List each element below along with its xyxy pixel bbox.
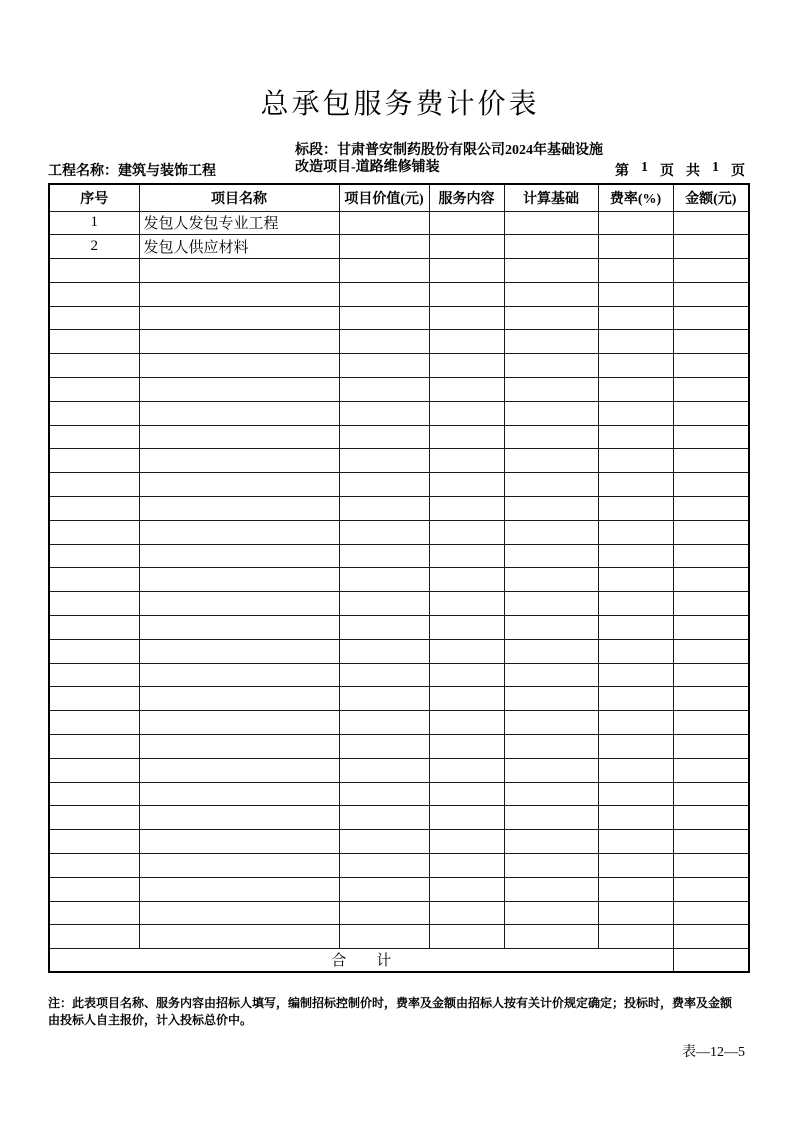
cell	[139, 568, 339, 592]
cell	[139, 735, 339, 759]
cell	[598, 449, 673, 473]
cell	[49, 663, 139, 687]
cell	[339, 782, 429, 806]
empty-row	[49, 425, 749, 449]
cell	[673, 758, 749, 782]
cell: 1	[49, 211, 139, 235]
cell	[339, 711, 429, 735]
cell	[139, 758, 339, 782]
cell	[49, 758, 139, 782]
cell	[49, 592, 139, 616]
cell	[49, 711, 139, 735]
cell	[598, 354, 673, 378]
cell	[429, 854, 504, 878]
cell	[49, 568, 139, 592]
cell	[139, 830, 339, 854]
cell	[339, 497, 429, 521]
cell	[139, 806, 339, 830]
cell	[504, 520, 598, 544]
cell	[339, 901, 429, 925]
cell	[339, 354, 429, 378]
cell	[429, 378, 504, 402]
cell	[339, 235, 429, 259]
cell	[339, 568, 429, 592]
cell	[139, 663, 339, 687]
cell	[429, 235, 504, 259]
data-row	[49, 235, 749, 259]
cell	[673, 901, 749, 925]
cell	[673, 639, 749, 663]
cell	[504, 687, 598, 711]
cell	[49, 925, 139, 949]
cell	[504, 758, 598, 782]
cell	[598, 592, 673, 616]
footnote-line2: 由投标人自主报价，计入投标总价中。	[48, 1012, 253, 1027]
cell	[429, 497, 504, 521]
header-cell: 项目价值(元)	[339, 184, 429, 211]
empty-row	[49, 449, 749, 473]
cell	[429, 259, 504, 283]
cell	[504, 354, 598, 378]
form-code: 表—12—5	[682, 1045, 745, 1060]
cell	[139, 544, 339, 568]
table-header-row	[49, 184, 749, 211]
cell	[504, 306, 598, 330]
cell	[504, 854, 598, 878]
cell	[673, 330, 749, 354]
cell	[598, 568, 673, 592]
cell	[49, 425, 139, 449]
cell	[504, 235, 598, 259]
cell	[429, 568, 504, 592]
header-info	[48, 142, 748, 182]
cell	[139, 401, 339, 425]
cell	[673, 401, 749, 425]
cell	[504, 449, 598, 473]
cell	[598, 306, 673, 330]
cell	[504, 378, 598, 402]
empty-row	[49, 854, 749, 878]
cell	[429, 616, 504, 640]
cell	[673, 544, 749, 568]
page-word-ye: 页	[660, 164, 674, 179]
cell	[673, 425, 749, 449]
cell	[429, 306, 504, 330]
cell	[339, 259, 429, 283]
cell	[49, 687, 139, 711]
empty-row	[49, 687, 749, 711]
cell	[598, 711, 673, 735]
cell	[429, 211, 504, 235]
cell	[429, 354, 504, 378]
cell	[673, 592, 749, 616]
footnote	[48, 995, 748, 1028]
cell	[139, 306, 339, 330]
cell	[339, 639, 429, 663]
cell	[673, 663, 749, 687]
cell	[673, 687, 749, 711]
empty-row	[49, 306, 749, 330]
cell	[504, 663, 598, 687]
cell	[504, 211, 598, 235]
cell	[504, 544, 598, 568]
page-number-current: 1	[641, 160, 648, 175]
cell	[139, 782, 339, 806]
cell	[429, 925, 504, 949]
total-amount-cell	[673, 949, 749, 972]
cell	[339, 616, 429, 640]
cell	[429, 282, 504, 306]
cell	[673, 378, 749, 402]
cell	[673, 259, 749, 283]
cell	[339, 544, 429, 568]
cell	[429, 711, 504, 735]
cell	[598, 782, 673, 806]
page-number-total: 1	[712, 160, 719, 175]
cell	[598, 378, 673, 402]
cell	[598, 473, 673, 497]
cell	[139, 449, 339, 473]
cell	[673, 877, 749, 901]
cell	[504, 616, 598, 640]
cell	[339, 687, 429, 711]
cell	[504, 877, 598, 901]
cell	[339, 806, 429, 830]
page-word-gong: 共	[686, 164, 700, 179]
cell	[504, 425, 598, 449]
cell	[598, 806, 673, 830]
header-cell: 服务内容	[429, 184, 504, 211]
cell	[598, 520, 673, 544]
cell	[673, 711, 749, 735]
cell	[504, 401, 598, 425]
empty-row	[49, 354, 749, 378]
cell	[139, 711, 339, 735]
cell	[673, 854, 749, 878]
cell	[339, 520, 429, 544]
cell	[339, 211, 429, 235]
section-name-part1: 甘肃普安制药股份有限公司2024年基础设施	[337, 143, 603, 158]
cell	[429, 592, 504, 616]
cell: 2	[49, 235, 139, 259]
empty-row	[49, 401, 749, 425]
cell	[673, 520, 749, 544]
cell	[598, 854, 673, 878]
cell	[339, 854, 429, 878]
cell	[139, 901, 339, 925]
cell	[139, 497, 339, 521]
cell	[49, 901, 139, 925]
cell	[49, 735, 139, 759]
empty-row	[49, 520, 749, 544]
cell	[598, 497, 673, 521]
cell	[339, 330, 429, 354]
cell	[139, 259, 339, 283]
cell	[598, 211, 673, 235]
cell	[139, 639, 339, 663]
cell	[429, 401, 504, 425]
total-label-cell: 合 计	[49, 949, 673, 972]
cell	[504, 592, 598, 616]
cell	[429, 758, 504, 782]
cell	[139, 330, 339, 354]
cell	[598, 544, 673, 568]
cell	[139, 592, 339, 616]
cell	[339, 663, 429, 687]
cell	[429, 735, 504, 759]
cell	[598, 616, 673, 640]
total-row	[49, 949, 749, 972]
cell	[139, 854, 339, 878]
cell	[673, 497, 749, 521]
cell	[598, 925, 673, 949]
empty-row	[49, 735, 749, 759]
cell	[49, 877, 139, 901]
section-label: 标段：	[295, 143, 337, 158]
cell: 发包人发包专业工程	[139, 211, 339, 235]
cell: 发包人供应材料	[139, 235, 339, 259]
cell	[504, 639, 598, 663]
cell	[339, 735, 429, 759]
section-line2: 改造项目-道路维修铺装	[295, 159, 440, 175]
cell	[598, 235, 673, 259]
cell	[49, 616, 139, 640]
cell	[429, 330, 504, 354]
cell	[49, 830, 139, 854]
cell	[49, 449, 139, 473]
empty-row	[49, 830, 749, 854]
cell	[673, 925, 749, 949]
cell	[339, 425, 429, 449]
empty-row	[49, 497, 749, 521]
cell	[49, 854, 139, 878]
cell	[429, 520, 504, 544]
page-title: 总承包服务费计价表	[260, 89, 540, 120]
empty-row	[49, 806, 749, 830]
cell	[49, 330, 139, 354]
cell	[673, 806, 749, 830]
cell	[598, 330, 673, 354]
section-line1	[295, 143, 635, 160]
cell	[139, 687, 339, 711]
cell	[598, 758, 673, 782]
empty-row	[49, 568, 749, 592]
empty-row	[49, 330, 749, 354]
cell	[429, 544, 504, 568]
cell	[673, 568, 749, 592]
cell	[673, 735, 749, 759]
cell	[598, 830, 673, 854]
cell	[673, 354, 749, 378]
cell	[504, 473, 598, 497]
cell	[598, 663, 673, 687]
cell	[139, 520, 339, 544]
cell	[49, 806, 139, 830]
cell	[504, 925, 598, 949]
empty-row	[49, 782, 749, 806]
page-indicator	[615, 160, 745, 180]
empty-row	[49, 282, 749, 306]
cell	[429, 806, 504, 830]
cell	[673, 235, 749, 259]
header-cell: 金额(元)	[673, 184, 749, 211]
cell	[598, 259, 673, 283]
cell	[598, 639, 673, 663]
cell	[49, 401, 139, 425]
cell	[49, 544, 139, 568]
cell	[673, 830, 749, 854]
header-cell: 计算基础	[504, 184, 598, 211]
empty-row	[49, 901, 749, 925]
cell	[598, 425, 673, 449]
cell	[673, 211, 749, 235]
cell	[339, 925, 429, 949]
data-row	[49, 211, 749, 235]
cell	[429, 425, 504, 449]
cell	[139, 282, 339, 306]
cell	[49, 259, 139, 283]
cell	[49, 639, 139, 663]
cell	[139, 877, 339, 901]
cell	[673, 282, 749, 306]
cell	[429, 830, 504, 854]
cell	[49, 473, 139, 497]
project-name	[48, 160, 216, 180]
cell	[598, 401, 673, 425]
empty-row	[49, 378, 749, 402]
cell	[339, 306, 429, 330]
project-name-value: 建筑与装饰工程	[118, 164, 216, 179]
cell	[429, 663, 504, 687]
cell	[339, 401, 429, 425]
empty-row	[49, 616, 749, 640]
empty-row	[49, 925, 749, 949]
cell	[673, 449, 749, 473]
empty-row	[49, 259, 749, 283]
cell	[339, 473, 429, 497]
cell	[598, 687, 673, 711]
empty-row	[49, 592, 749, 616]
cell	[139, 616, 339, 640]
cell	[339, 282, 429, 306]
cell	[339, 758, 429, 782]
cell	[429, 473, 504, 497]
cell	[504, 901, 598, 925]
empty-row	[49, 663, 749, 687]
cell	[504, 282, 598, 306]
cell	[673, 473, 749, 497]
cell	[429, 687, 504, 711]
cell	[673, 782, 749, 806]
cell	[339, 830, 429, 854]
cell	[429, 877, 504, 901]
cell	[504, 711, 598, 735]
empty-row	[49, 711, 749, 735]
cell	[673, 616, 749, 640]
cell	[429, 639, 504, 663]
cell	[339, 592, 429, 616]
footnote-line1: 注：此表项目名称、服务内容由招标人填写，编制招标控制价时，费率及金额由招标人按有关计价规定确定；投标时，费率及金额	[48, 996, 733, 1010]
cell	[49, 520, 139, 544]
cell	[598, 877, 673, 901]
cell	[504, 735, 598, 759]
section-info	[295, 143, 635, 176]
cell	[49, 378, 139, 402]
cell	[339, 877, 429, 901]
header-cell: 费率(%)	[598, 184, 673, 211]
cell	[504, 830, 598, 854]
cell	[49, 782, 139, 806]
cell	[598, 735, 673, 759]
cell	[49, 282, 139, 306]
cell	[139, 354, 339, 378]
header-cell: 项目名称	[139, 184, 339, 211]
empty-row	[49, 877, 749, 901]
header-cell: 序号	[49, 184, 139, 211]
cell	[598, 901, 673, 925]
project-name-label: 工程名称：	[48, 164, 118, 179]
cell	[49, 497, 139, 521]
page-word-di: 第	[615, 164, 629, 179]
cell	[504, 782, 598, 806]
page-word-ye2: 页	[731, 164, 745, 179]
cell	[504, 330, 598, 354]
cell	[339, 449, 429, 473]
cell	[504, 259, 598, 283]
service-fee-table	[48, 183, 750, 973]
cell	[139, 473, 339, 497]
cell	[504, 497, 598, 521]
cell	[139, 925, 339, 949]
cell	[429, 782, 504, 806]
cell	[49, 306, 139, 330]
empty-row	[49, 544, 749, 568]
cell	[139, 378, 339, 402]
cell	[429, 901, 504, 925]
cell	[49, 354, 139, 378]
cell	[673, 306, 749, 330]
cell	[504, 806, 598, 830]
empty-row	[49, 639, 749, 663]
table-body	[49, 211, 749, 949]
cell	[339, 378, 429, 402]
cell	[598, 282, 673, 306]
cell	[429, 449, 504, 473]
empty-row	[49, 473, 749, 497]
cell	[139, 425, 339, 449]
cell	[504, 568, 598, 592]
empty-row	[49, 758, 749, 782]
